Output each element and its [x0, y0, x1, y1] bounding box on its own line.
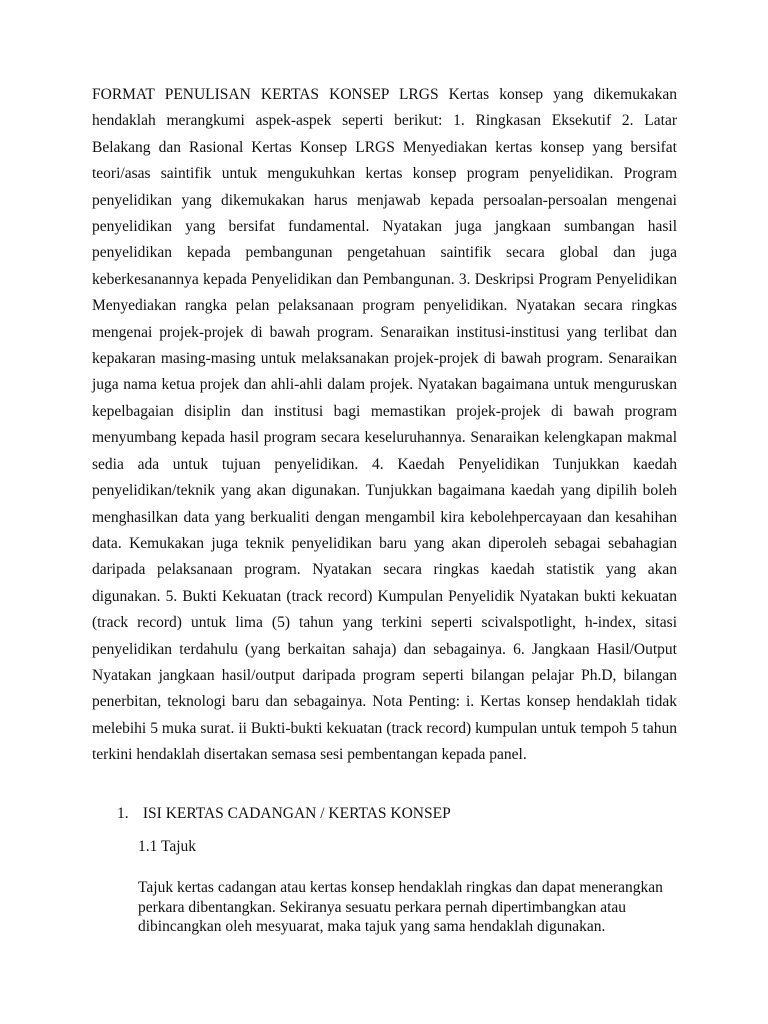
subsection-line: Tajuk kertas cadangan atau kertas konsep hendaklah ringkas dan dapat menerangkan — [138, 879, 663, 896]
intro-paragraph: FORMAT PENULISAN KERTAS KONSEP LRGS Kertas konsep yang dikemukakan hendaklah merangkumi aspek-aspek seperti berikut: 1. Ringkasan Eksekutif 2. Latar Belakang dan Rasional Kertas Konsep LRGS Menyediakan kertas konsep yang bersifat teori/asas saintifik untuk mengukuhkan kertas konsep program penyelidikan. Program penyelidikan yang dikemukakan harus menjawab kepada persoalan-persoalan mengenai penyelidikan yang bersifat fundamental. Nyatakan juga jangkaan sumbangan hasil penyelidikan kepada pembangunan pengetahuan saintifik secara global dan juga keberkesanannya kepada Penyelidikan dan Pembangunan. 3. Deskripsi Program Penyelidikan Menyediakan rangka pelan pelaksanaan program penyelidikan. Nyatakan secara ringkas mengenai projek-projek di bawah program. Senaraikan institusi-institusi yang terlibat dan kepakaran masing-masing untuk melaksanakan projek-projek di bawah program. Senaraikan juga nama ketua projek dan ahli-ahli dalam projek. Nyatakan bagaimana untuk menguruskan kepelbagaian disiplin dan institusi bagi memastikan projek-projek di bawah program menyumbang kepada hasil program secara keseluruhannya. Senaraikan kelengkapan makmal sedia ada untuk tujuan penyelidikan. 4. Kaedah Penyelidikan Tunjukkan kaedah penyelidikan/teknik yang akan digunakan. Tunjukkan bagaimana kaedah yang dipilih boleh menghasilkan data yang berkualiti dengan mengambil kira kebolehpercayaan dan kesahihan data. Kemukakan juga teknik penyelidikan baru yang akan diperoleh sebagai sebahagian daripada pelaksanaan program. Nyatakan secara ringkas kaedah statistik yang akan digunakan. 5. Bukti Kekuatan (track record) Kumpulan Penyelidik Nyatakan bukti kekuatan (track record) untuk lima (5) tahun yang terkini seperti scivalspotlight, h-index, sitasi penyelidikan terdahulu (yang berkaitan sahaja) dan sebagainya. 6. Jangkaan Hasil/Output Nyatakan jangkaan hasil/output daripada program seperti bilangan pelajar Ph.D, bilangan penerbitan, teknologi baru dan sebagainya. Nota Penting: i. Kertas konsep hendaklah tidak melebihi 5 muka surat. ii Bukti-bukti kekuatan (track record) kumpulan untuk tempoh 5 tahun terkini hendaklah disertakan semasa sesi pembentangan kepada panel. — [92, 86, 677, 764]
section-heading — [117, 804, 451, 824]
subsection-title: 1.1 Tajuk — [138, 838, 197, 855]
subsection-paragraph — [138, 878, 683, 937]
subsection-line: perkara dibentangkan. Sekiranya sesuatu perkara pernah dipertimbangkan atau — [138, 898, 627, 916]
section-number: 1. — [117, 805, 129, 822]
subsection-line: dibincangkan oleh mesyuarat, maka tajuk yang sama hendaklah digunakan. — [138, 918, 606, 936]
section-title: ISI KERTAS CADANGAN / KERTAS KONSEP — [142, 805, 451, 822]
